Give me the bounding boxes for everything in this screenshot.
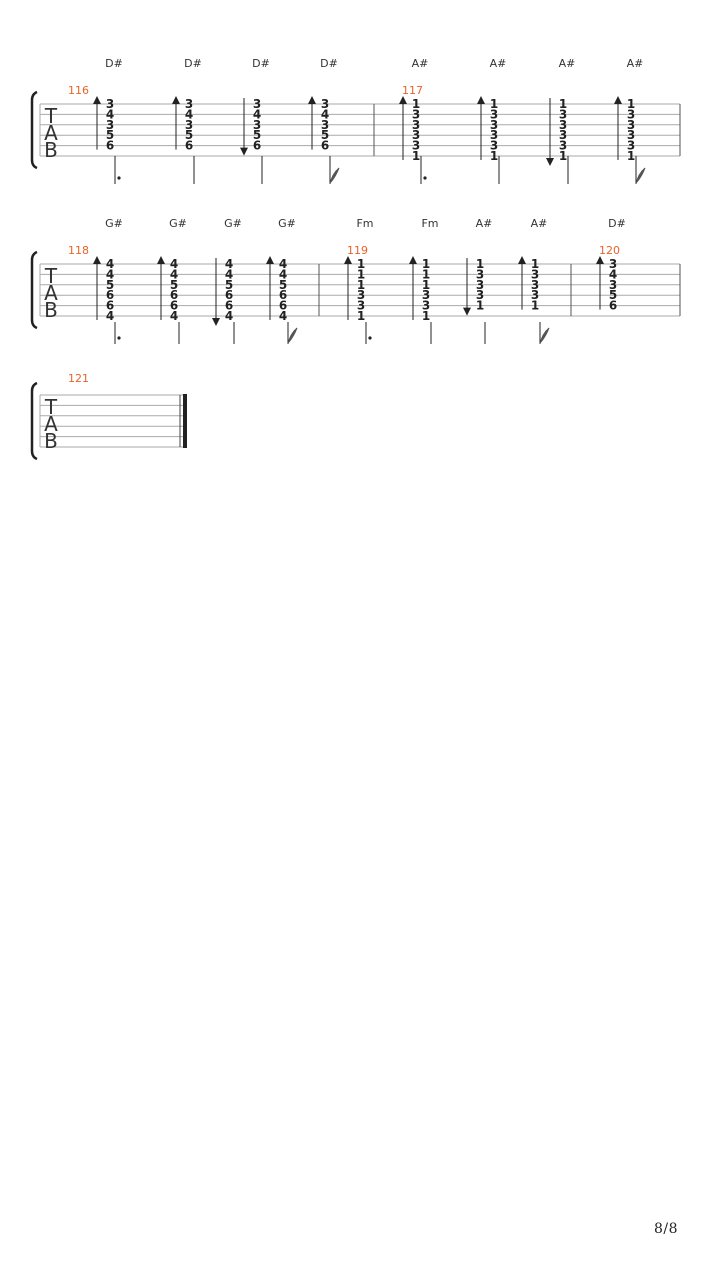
fret-number: 6 — [105, 298, 115, 313]
fret-number: 1 — [530, 298, 540, 313]
fret-number: 3 — [626, 138, 636, 153]
strum-up-arrowhead — [596, 256, 604, 264]
chord-symbol: A# — [475, 217, 493, 230]
fret-number: 3 — [184, 117, 194, 132]
measure-number: 119 — [347, 244, 368, 257]
strum-up-arrowhead — [266, 256, 274, 264]
fret-number: 3 — [320, 117, 330, 132]
fret-number: 1 — [626, 149, 636, 163]
tab-clef-letter: T — [44, 104, 58, 128]
fret-number: 3 — [411, 107, 421, 122]
strum-up-arrowhead — [477, 96, 485, 104]
measure-number: 121 — [68, 372, 89, 385]
fret-number: 4 — [278, 267, 288, 282]
fret-number: 6 — [320, 138, 330, 153]
strum-up-arrowhead — [344, 256, 352, 264]
tab-clef-letter: T — [44, 395, 58, 419]
fret-number: 3 — [105, 97, 115, 111]
fret-number: 6 — [252, 138, 262, 153]
chord-symbol: Fm — [421, 217, 439, 230]
chord-symbol: G# — [105, 217, 123, 230]
measure-number: 118 — [68, 244, 89, 257]
fret-number: 1 — [421, 309, 431, 323]
final-thick-barline — [183, 394, 187, 448]
fret-number: 3 — [608, 277, 618, 292]
fret-number: 3 — [626, 117, 636, 132]
tab-clef-letter: A — [44, 121, 58, 145]
fret-number: 3 — [530, 267, 540, 282]
chord-symbol: G# — [169, 217, 187, 230]
fret-number: 5 — [608, 288, 618, 303]
fret-number: 3 — [320, 97, 330, 111]
fret-number: 3 — [489, 107, 499, 122]
fret-number: 3 — [356, 298, 366, 313]
chord-symbol: A# — [558, 57, 576, 70]
rhythm-dot — [117, 176, 120, 179]
chord-symbol: D# — [608, 217, 626, 230]
strum-down-arrowhead — [212, 318, 220, 326]
fret-number: 4 — [169, 257, 179, 271]
fret-number: 3 — [105, 117, 115, 132]
fret-number: 4 — [105, 267, 115, 282]
measure-number: 120 — [599, 244, 620, 257]
strum-up-arrowhead — [308, 96, 316, 104]
fret-number: 5 — [105, 277, 115, 292]
fret-number: 1 — [489, 149, 499, 163]
fret-number: 4 — [105, 309, 115, 323]
tab-clef-letter: B — [44, 429, 58, 453]
fret-number: 4 — [105, 107, 115, 122]
tab-clef-letter: T — [44, 264, 58, 288]
strum-up-arrowhead — [172, 96, 180, 104]
rhythm-flag — [636, 168, 645, 184]
fret-number: 3 — [252, 117, 262, 132]
fret-number: 3 — [626, 107, 636, 122]
fret-number: 3 — [356, 288, 366, 303]
fret-number: 5 — [252, 128, 262, 143]
fret-number: 5 — [320, 128, 330, 143]
fret-number: 3 — [411, 138, 421, 153]
fret-number: 3 — [558, 128, 568, 143]
fret-number: 1 — [558, 149, 568, 163]
fret-number: 6 — [105, 288, 115, 303]
fret-number: 4 — [278, 257, 288, 271]
fret-number: 3 — [411, 117, 421, 132]
measure-number: 116 — [68, 84, 89, 97]
fret-number: 3 — [558, 138, 568, 153]
fret-number: 4 — [105, 257, 115, 271]
measure-number: 117 — [402, 84, 423, 97]
fret-number: 6 — [224, 298, 234, 313]
system-bracket — [32, 252, 37, 328]
fret-number: 3 — [530, 288, 540, 303]
fret-number: 4 — [224, 309, 234, 323]
fret-number: 3 — [475, 288, 485, 303]
fret-number: 3 — [411, 128, 421, 143]
fret-number: 3 — [252, 97, 262, 111]
fret-number: 4 — [224, 267, 234, 282]
fret-number: 6 — [184, 138, 194, 153]
fret-number: 3 — [608, 257, 618, 271]
chord-symbol: A# — [530, 217, 548, 230]
strum-down-arrowhead — [240, 148, 248, 156]
tab-clef-letter: A — [44, 281, 58, 305]
fret-number: 1 — [356, 257, 366, 271]
fret-number: 6 — [278, 298, 288, 313]
tab-clef-letter: A — [44, 412, 58, 436]
fret-number: 6 — [224, 288, 234, 303]
fret-number: 1 — [475, 257, 485, 271]
rhythm-flag — [330, 168, 339, 184]
chord-symbol: D# — [105, 57, 123, 70]
fret-number: 6 — [278, 288, 288, 303]
fret-number: 4 — [278, 309, 288, 323]
fret-number: 4 — [169, 267, 179, 282]
chord-symbol: A# — [626, 57, 644, 70]
strum-up-arrowhead — [409, 256, 417, 264]
fret-number: 3 — [184, 97, 194, 111]
fret-number: 5 — [224, 277, 234, 292]
fret-number: 6 — [608, 298, 618, 313]
fret-number: 5 — [278, 277, 288, 292]
fret-number: 1 — [356, 277, 366, 292]
strum-up-arrowhead — [614, 96, 622, 104]
fret-number: 3 — [475, 267, 485, 282]
strum-down-arrowhead — [463, 308, 471, 316]
fret-number: 1 — [530, 257, 540, 271]
chord-symbol: D# — [252, 57, 270, 70]
fret-number: 3 — [475, 277, 485, 292]
strum-up-arrowhead — [399, 96, 407, 104]
fret-number: 4 — [169, 309, 179, 323]
chord-symbol: Fm — [356, 217, 374, 230]
fret-number: 3 — [626, 128, 636, 143]
fret-number: 6 — [105, 138, 115, 153]
fret-number: 3 — [421, 298, 431, 313]
chord-symbol: A# — [489, 57, 507, 70]
fret-number: 1 — [356, 309, 366, 323]
rhythm-dot — [368, 336, 371, 339]
fret-number: 1 — [421, 257, 431, 271]
fret-number: 1 — [411, 149, 421, 163]
strum-up-arrowhead — [93, 96, 101, 104]
fret-number: 1 — [558, 97, 568, 111]
fret-number: 3 — [530, 277, 540, 292]
fret-number: 4 — [252, 107, 262, 122]
fret-number: 6 — [169, 288, 179, 303]
fret-number: 1 — [421, 267, 431, 282]
fret-number: 1 — [421, 277, 431, 292]
fret-number: 1 — [411, 97, 421, 111]
rhythm-dot — [423, 176, 426, 179]
fret-number: 3 — [558, 107, 568, 122]
chord-symbol: A# — [411, 57, 429, 70]
fret-number: 1 — [489, 97, 499, 111]
fret-number: 1 — [356, 267, 366, 282]
fret-number: 1 — [626, 97, 636, 111]
fret-number: 5 — [169, 277, 179, 292]
fret-number: 1 — [475, 298, 485, 313]
fret-number: 5 — [184, 128, 194, 143]
fret-number: 4 — [224, 257, 234, 271]
fret-number: 3 — [421, 288, 431, 303]
tab-clef-letter: B — [44, 298, 58, 322]
fret-number: 3 — [489, 128, 499, 143]
fret-number: 4 — [320, 107, 330, 122]
fret-number: 5 — [105, 128, 115, 143]
fret-number: 4 — [184, 107, 194, 122]
rhythm-flag — [540, 328, 549, 344]
page-number: 8/8 — [653, 1221, 678, 1237]
fret-number: 3 — [489, 117, 499, 132]
chord-symbol: D# — [320, 57, 338, 70]
rhythm-dot — [117, 336, 120, 339]
fret-number: 3 — [489, 138, 499, 153]
fret-number: 6 — [169, 298, 179, 313]
chord-symbol: G# — [278, 217, 296, 230]
system-bracket — [32, 92, 37, 168]
strum-up-arrowhead — [157, 256, 165, 264]
chord-symbol: G# — [224, 217, 242, 230]
strum-down-arrowhead — [546, 158, 554, 166]
strum-up-arrowhead — [518, 256, 526, 264]
chord-symbol: D# — [184, 57, 202, 70]
fret-number: 4 — [608, 267, 618, 282]
system-bracket — [32, 383, 37, 459]
strum-up-arrowhead — [93, 256, 101, 264]
rhythm-flag — [288, 328, 297, 344]
fret-number: 3 — [558, 117, 568, 132]
tab-clef-letter: B — [44, 138, 58, 162]
